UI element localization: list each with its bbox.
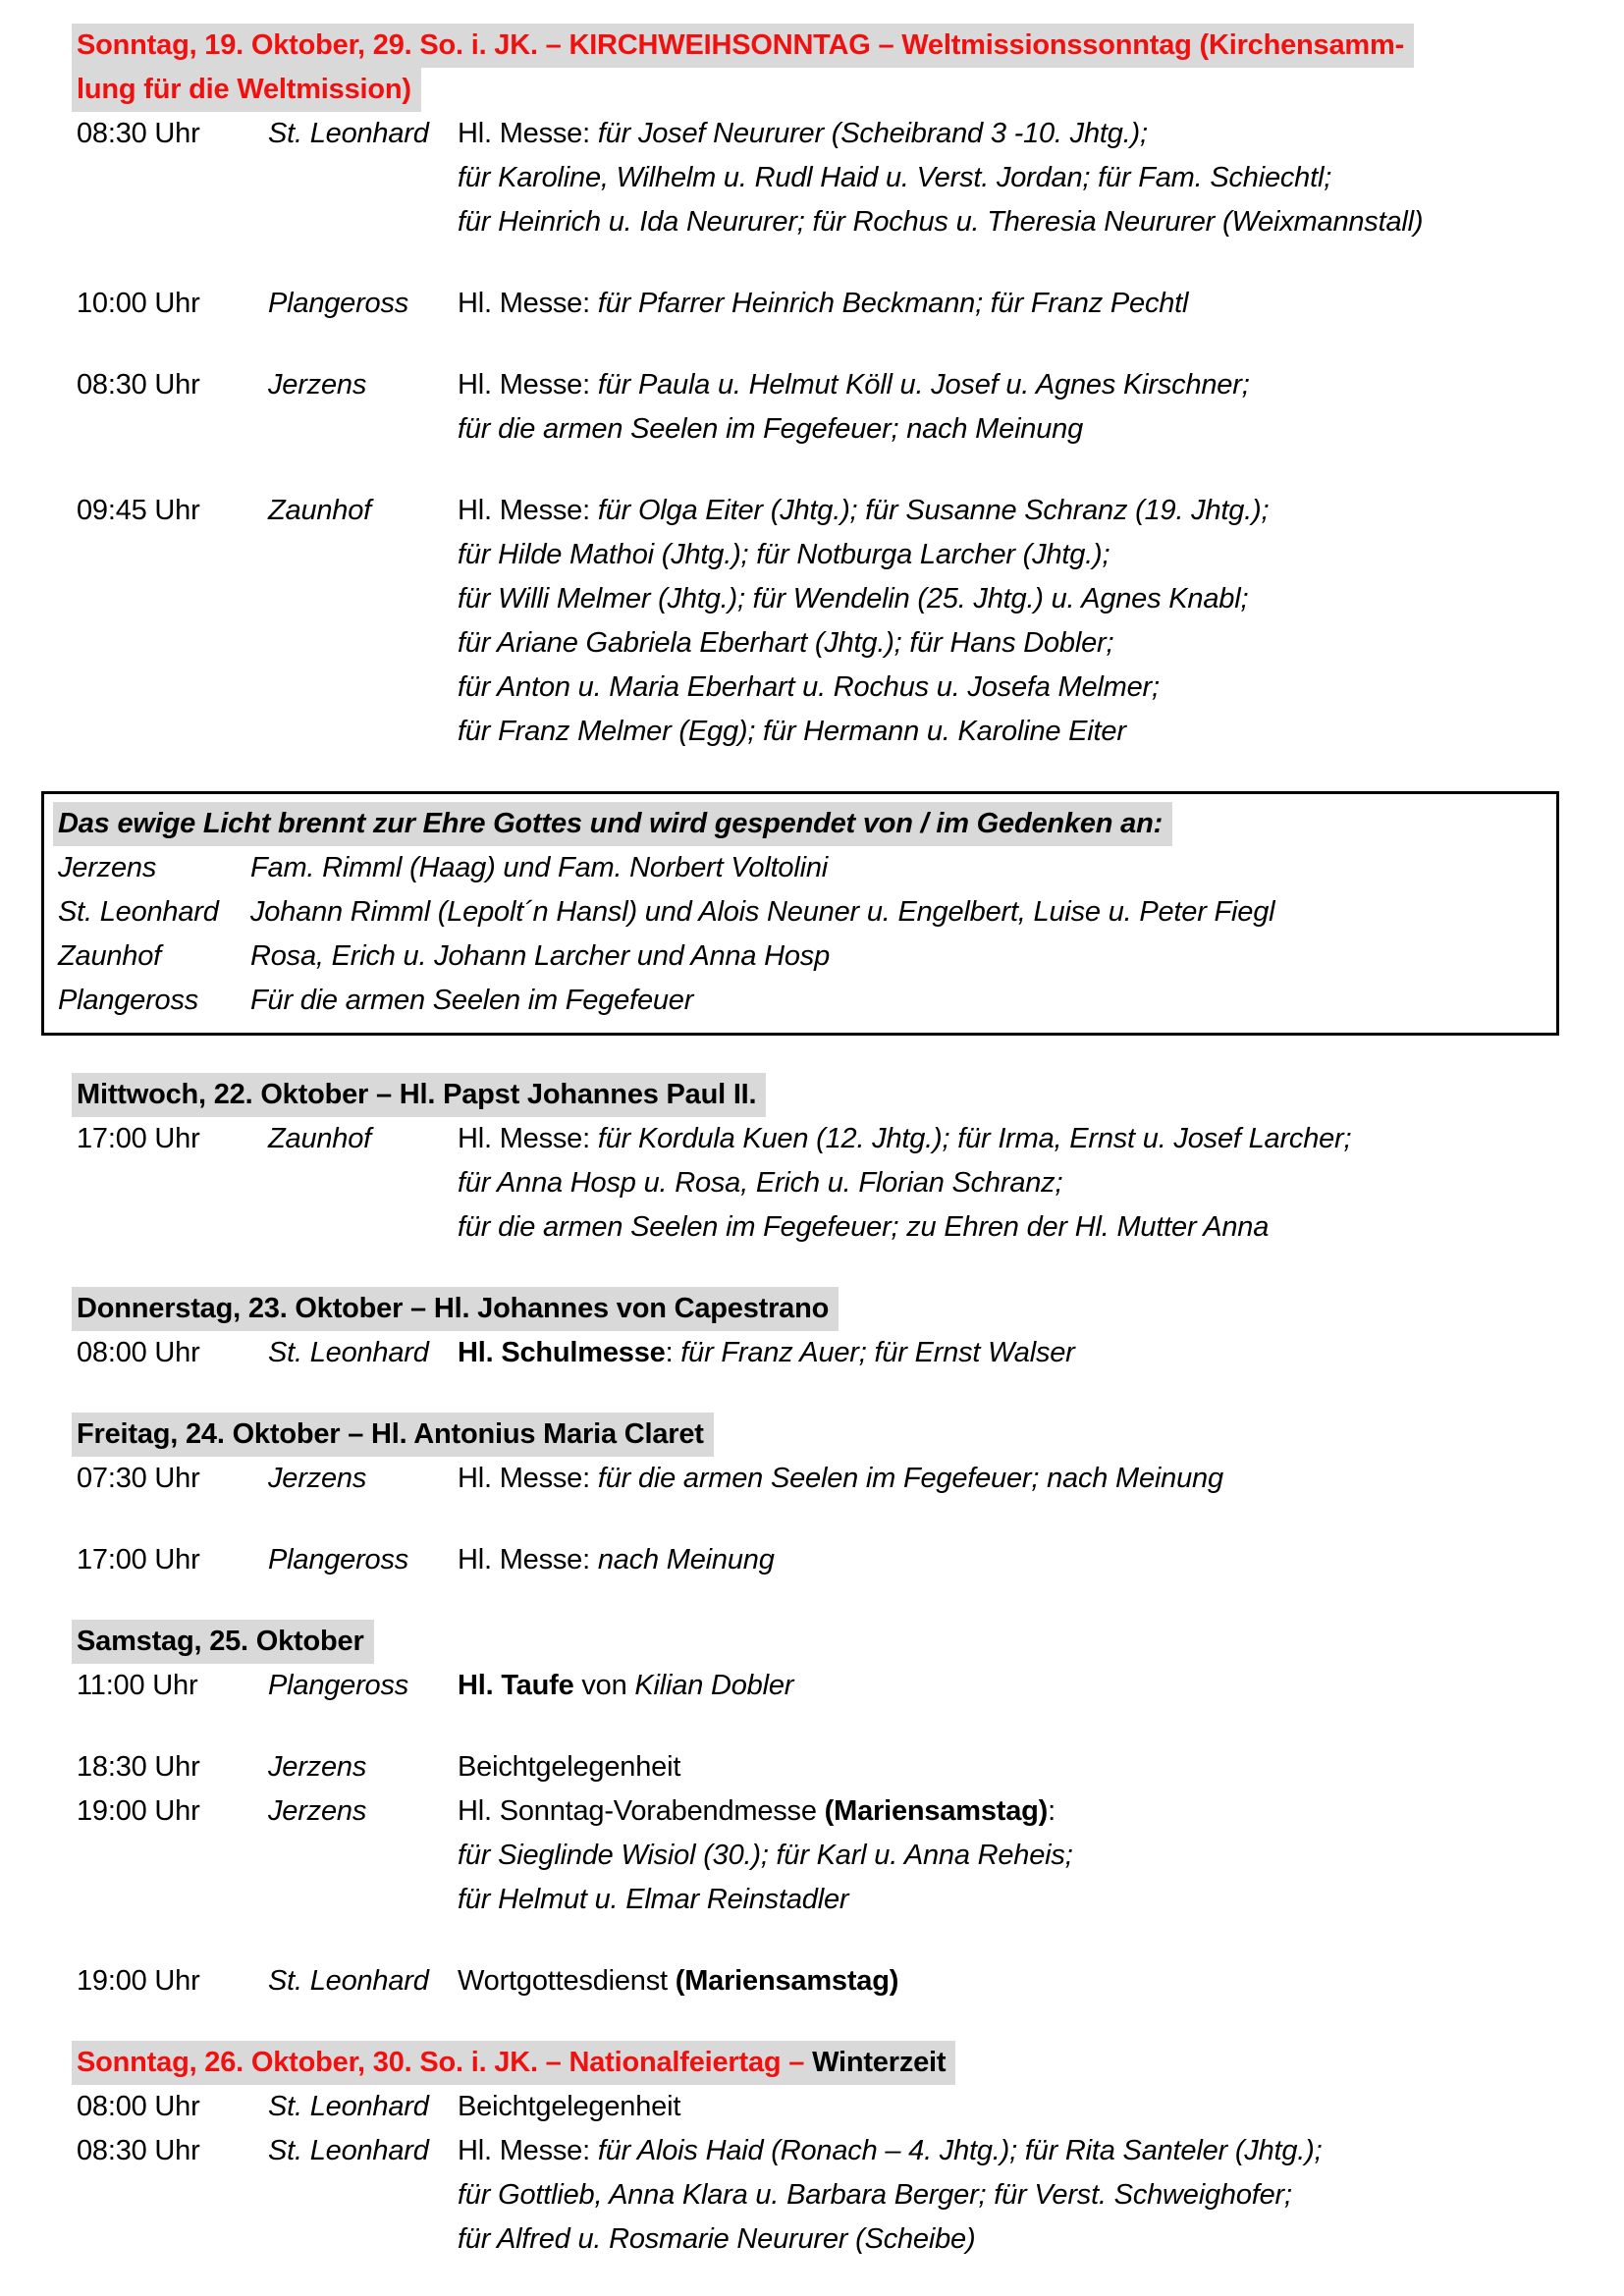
text-segment-italic: für die armen Seelen im Fegefeuer; nach Meinung (597, 1463, 1223, 1494)
text-segment-regular: Hl. Messe: (458, 118, 598, 149)
day-header-line: Donnerstag, 23. Oktober – Hl. Johannes von Capestrano (72, 1287, 839, 1331)
entry-time: 07:30 Uhr (77, 1463, 200, 1494)
entry-location: Plangeross (268, 288, 409, 319)
entry-location: St. Leonhard (268, 1337, 429, 1368)
text-segment-italic: für Anna Hosp u. Rosa, Erich u. Florian Schranz; (458, 1167, 1063, 1199)
schedule-entry (77, 2085, 1555, 2129)
entry-text-line (458, 363, 1555, 407)
entry-text-line (458, 2129, 1555, 2173)
text-segment-italic: Kilian Dobler (634, 1670, 794, 1701)
row-location: St. Leonhard (58, 896, 219, 928)
entry-location: Jerzens (268, 1751, 367, 1783)
schedule-entry (77, 1745, 1555, 1789)
text-segment-italic: für Kordula Kuen (12. Jhtg.); für Irma, Ernst u. Josef Larcher; (597, 1123, 1352, 1154)
text-segment-regular: Beichtgelegenheit (458, 2091, 681, 2122)
entry-time: 17:00 Uhr (77, 1123, 200, 1154)
entry-text-line (458, 2085, 1555, 2129)
text-segment-italic: für Helmut u. Elmar Reinstadler (458, 1884, 849, 1915)
schedule-entry (77, 1959, 1555, 2003)
entry-description (458, 489, 1555, 754)
eternal-light-title: Das ewige Licht brennt zur Ehre Gottes und wird gespendet von / im Gedenken an: (53, 802, 1172, 846)
entry-text-line (458, 489, 1555, 533)
schedule-entry (77, 489, 1555, 754)
entry-time: 17:00 Uhr (77, 1544, 200, 1575)
entry-time: 08:30 Uhr (77, 118, 200, 149)
text-segment-italic: für Paula u. Helmut Köll u. Josef u. Agnes Kirschner; (597, 369, 1250, 400)
text-segment-regular: Wortgottesdienst (458, 1965, 676, 1997)
schedule-entry (77, 282, 1555, 326)
text-segment-bold: (Mariensamstag) (824, 1795, 1049, 1827)
text-segment-italic: für Sieglinde Wisiol (30.); für Karl u. Anna Reheis; (458, 1840, 1073, 1871)
entry-description (458, 1789, 1555, 1922)
text-segment-italic: für Karoline, Wilhelm u. Rudl Haid u. Verst. Jordan; für Fam. Schiechtl; (458, 162, 1332, 193)
text-segment-italic: für Alois Haid (Ronach – 4. Jhtg.); für Rita Santeler (Jhtg.); (597, 2135, 1323, 2166)
day-header-line: Freitag, 24. Oktober – Hl. Antonius Maria Claret (72, 1413, 714, 1457)
day-header-line: Sonntag, 19. Oktober, 29. So. i. JK. – KIRCHWEIHSONNTAG – Weltmissionssonntag (Kirchensamm- (72, 24, 1414, 68)
entry-location: Zaunhof (268, 1123, 372, 1154)
entry-location: St. Leonhard (268, 2091, 429, 2122)
row-location: Jerzens (58, 852, 157, 883)
text-segment-regular: Hl. Messe: (458, 288, 598, 319)
entry-description (458, 112, 1555, 244)
eternal-light-row (58, 979, 1546, 1023)
text-segment-regular: Hl. Messe: (458, 495, 598, 526)
entry-text-line (458, 1878, 1555, 1922)
day-header-line (72, 2041, 955, 2085)
schedule-entry (77, 1538, 1555, 1582)
entry-location: Jerzens (268, 1463, 367, 1494)
text-segment-italic: für Olga Eiter (Jhtg.); für Susanne Schranz (19. Jhtg.); (597, 495, 1270, 526)
entry-location: St. Leonhard (268, 118, 429, 149)
entry-text-line (458, 710, 1555, 754)
day-header-line: lung für die Weltmission) (72, 68, 421, 112)
entry-time: 09:45 Uhr (77, 495, 200, 526)
text-segment-regular: : (1048, 1795, 1056, 1827)
day-header-sunday-26 (77, 2041, 1555, 2085)
entry-time: 19:00 Uhr (77, 1795, 200, 1827)
text-segment-regular: Hl. Messe: (458, 1123, 598, 1154)
entry-description (458, 1331, 1555, 1375)
text-segment-italic: für Anton u. Maria Eberhart u. Rochus u. Josefa Melmer; (458, 671, 1160, 703)
entry-description (458, 1664, 1555, 1708)
entry-description (458, 1538, 1555, 1582)
schedule-entry (77, 112, 1555, 244)
text-segment-italic: für Ariane Gabriela Eberhart (Jhtg.); für Hans Dobler; (458, 627, 1114, 659)
entry-text-line (458, 1789, 1555, 1834)
day-header-thursday-23 (77, 1287, 1555, 1331)
text-segment-bold: Hl. Taufe (458, 1670, 574, 1701)
entry-time: 08:30 Uhr (77, 2135, 200, 2166)
entry-description (458, 1745, 1555, 1789)
entry-location: Jerzens (268, 1795, 367, 1827)
entry-text-line (458, 200, 1555, 244)
day-header-row (77, 24, 1555, 68)
row-text: Johann Rimml (Lepolt´n Hansl) und Alois Neuner u. Engelbert, Luise u. Peter Fiegl (250, 896, 1275, 928)
entry-text-line (458, 1457, 1555, 1501)
day-header-sunday-19 (77, 24, 1555, 112)
text-segment-regular: Beichtgelegenheit (458, 1751, 681, 1783)
entry-time: 18:30 Uhr (77, 1751, 200, 1783)
schedule-entry (77, 2129, 1555, 2262)
entry-text-line (458, 533, 1555, 577)
eternal-light-row (58, 846, 1546, 890)
entry-location: St. Leonhard (268, 1965, 429, 1997)
entry-text-line (458, 1745, 1555, 1789)
entry-description (458, 282, 1555, 326)
entry-location: Zaunhof (268, 495, 372, 526)
text-segment-regular: : (665, 1337, 681, 1368)
day-header-saturday-25 (77, 1620, 1555, 1664)
entry-text-line (458, 1538, 1555, 1582)
schedule-entry (77, 363, 1555, 452)
row-location: Zaunhof (58, 940, 162, 972)
entry-time: 10:00 Uhr (77, 288, 200, 319)
entry-description (458, 1959, 1555, 2003)
entry-location: Plangeross (268, 1544, 409, 1575)
entry-text-line (458, 1117, 1555, 1161)
eternal-light-box (41, 791, 1559, 1036)
day-header-wednesday-22 (77, 1073, 1555, 1117)
text-segment-italic: für Willi Melmer (Jhtg.); für Wendelin (25. Jhtg.) u. Agnes Knabl; (458, 583, 1249, 614)
schedule-entry (77, 1664, 1555, 1708)
row-text: Für die armen Seelen im Fegefeuer (250, 985, 694, 1016)
entry-text-line (458, 1664, 1555, 1708)
entry-text-line (458, 2217, 1555, 2262)
entry-time: 08:30 Uhr (77, 369, 200, 400)
day-header-line: Samstag, 25. Oktober (72, 1620, 374, 1664)
text-segment-italic: für Hilde Mathoi (Jhtg.); für Notburga Larcher (Jhtg.); (458, 539, 1110, 570)
entry-description (458, 1117, 1555, 1250)
schedule-entry (77, 1789, 1555, 1922)
entry-location: St. Leonhard (268, 2135, 429, 2166)
entry-text-line (458, 1959, 1555, 2003)
text-segment-bold: Hl. Schulmesse (458, 1337, 666, 1368)
header-red-text: Sonntag, 26. Oktober, 30. So. i. JK. – Nationalfeiertag – (77, 2047, 813, 2078)
schedule-entry (77, 1457, 1555, 1501)
entry-location: Plangeross (268, 1670, 409, 1701)
entry-description (458, 2085, 1555, 2129)
day-header-row (77, 1620, 1555, 1664)
text-segment-italic: nach Meinung (597, 1544, 775, 1575)
text-segment-italic: für Alfred u. Rosmarie Neururer (Scheibe) (458, 2223, 976, 2255)
entry-description (458, 2129, 1555, 2262)
entry-text-line (458, 156, 1555, 200)
entry-text-line (458, 666, 1555, 710)
text-segment-italic: für Franz Auer; für Ernst Walser (680, 1337, 1075, 1368)
entry-text-line (458, 407, 1555, 452)
entry-text-line (458, 1834, 1555, 1878)
text-segment-italic: für die armen Seelen im Fegefeuer; zu Ehren der Hl. Mutter Anna (458, 1211, 1270, 1243)
entry-text-line (458, 112, 1555, 156)
text-segment-regular: Hl. Messe: (458, 1544, 598, 1575)
text-segment-regular: Hl. Messe: (458, 1463, 598, 1494)
day-header-row (77, 1287, 1555, 1331)
text-segment-italic: für Josef Neururer (Scheibrand 3 -10. Jhtg.); (597, 118, 1148, 149)
entry-location: Jerzens (268, 369, 367, 400)
entry-time: 11:00 Uhr (77, 1670, 198, 1701)
day-header-row (77, 1413, 1555, 1457)
text-segment-italic: für die armen Seelen im Fegefeuer; nach Meinung (458, 413, 1084, 445)
row-text: Fam. Rimml (Haag) und Fam. Norbert Voltolini (250, 852, 829, 883)
entry-time: 08:00 Uhr (77, 2091, 200, 2122)
entry-text-line (458, 1161, 1555, 1205)
entry-text-line (458, 2173, 1555, 2217)
text-segment-bold: (Mariensamstag) (675, 1965, 899, 1997)
text-segment-regular: Hl. Messe: (458, 369, 598, 400)
entry-time: 19:00 Uhr (77, 1965, 200, 1997)
row-text: Rosa, Erich u. Johann Larcher und Anna Hosp (250, 940, 831, 972)
text-segment-regular: von (573, 1670, 635, 1701)
text-segment-italic: für Pfarrer Heinrich Beckmann; für Franz Pechtl (597, 288, 1189, 319)
text-segment-italic: für Franz Melmer (Egg); für Hermann u. Karoline Eiter (458, 716, 1126, 747)
entry-description (458, 363, 1555, 452)
text-segment-italic: für Gottlieb, Anna Klara u. Barbara Berger; für Verst. Schweighofer; (458, 2179, 1292, 2211)
eternal-light-title-row (58, 802, 1546, 846)
text-segment-regular: Hl. Messe: (458, 2135, 598, 2166)
eternal-light-row (58, 934, 1546, 979)
day-header-row (77, 68, 1555, 112)
text-segment-italic: für Heinrich u. Ida Neururer; für Rochus u. Theresia Neururer (Weixmannstall) (458, 206, 1424, 238)
entry-text-line (458, 282, 1555, 326)
day-header-row (77, 1073, 1555, 1117)
schedule-entry (77, 1117, 1555, 1250)
entry-text-line (458, 621, 1555, 666)
entry-text-line (458, 577, 1555, 621)
entry-text-line (458, 1331, 1555, 1375)
eternal-light-row (58, 890, 1546, 934)
day-header-row (77, 2041, 1555, 2085)
day-header-friday-24 (77, 1413, 1555, 1457)
entry-description (458, 1457, 1555, 1501)
entry-text-line (458, 1205, 1555, 1250)
schedule-entry (77, 1331, 1555, 1375)
header-black-text: Winterzeit (812, 2047, 947, 2078)
text-segment-regular: Hl. Sonntag-Vorabendmesse (458, 1795, 825, 1827)
row-location: Plangeross (58, 985, 199, 1016)
entry-time: 08:00 Uhr (77, 1337, 200, 1368)
day-header-line: Mittwoch, 22. Oktober – Hl. Papst Johannes Paul II. (72, 1073, 766, 1117)
